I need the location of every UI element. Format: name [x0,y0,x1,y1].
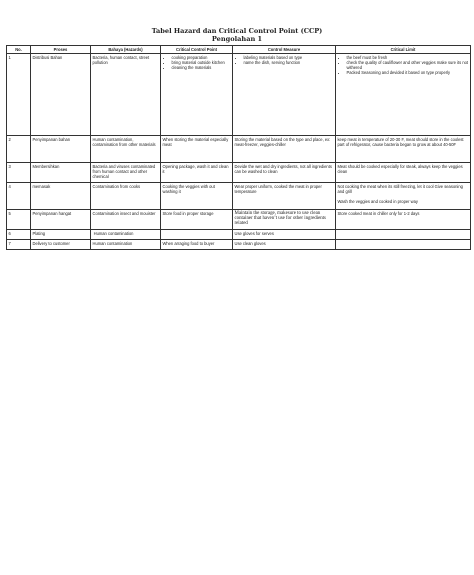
limit-cell [336,239,471,249]
list-item: • name the dish, serving function [244,60,334,65]
table-row [7,135,471,162]
row-number: 7 [7,239,31,249]
process-cell: Membersihkan [31,162,91,182]
row-number: 4 [7,182,31,209]
document-subtitle: Pengolahan 1 [211,35,263,43]
limit-cell: Meat should be cooked especially for steak, always keep the veggies clean [336,162,471,182]
ccp-cell: Opening package, wash it and clean it [161,162,233,182]
column-header: Proses [31,46,91,54]
table-header-row [7,46,471,54]
ccp-cell [161,229,233,239]
measure-cell [233,53,336,135]
ccp-cell: Cooking the veggies with out washing it [161,182,233,209]
ccp-cell: Store food in proper storage [161,209,233,229]
ccp-cell [161,53,233,135]
list-item: • labeling materials based on type [244,55,334,60]
hazard-cell: Human contamination [91,239,161,249]
hazard-cell: Contamination from cooks [91,182,161,209]
hazard-cell: Human contamination [91,229,161,239]
process-cell: memasak [31,182,91,209]
list-item: • Packed Seasoning and devided it based on type properly [347,70,469,75]
hazard-cell: Contamination insect and mouister [91,209,161,229]
hazard-cell: Bacteria and viruses contaminated from human contact and other chemical [91,162,161,182]
hazard-cell: Bacteria, human contact, street pollution [91,53,161,135]
ccp-cell: When storing the material especially meat [161,135,233,162]
measure-cell: Devide the wet and dry ingredients, not all ingredients can be washed to clean [233,162,336,182]
measure-cell: Maintain the storage, makesure to use clean container that haven’t use for other ingredients related [233,209,336,229]
measure-cell: Use gloves for serves [233,229,336,239]
document-title: Tabel Hazard dan Critical Control Point (CCP) [151,27,323,35]
process-cell: Distribusi Bahan [31,53,91,135]
table-row [7,53,471,135]
table-row [7,162,471,182]
column-header: Critical Limit [336,46,471,54]
column-header: Control Measure [233,46,336,54]
process-cell: Penyimpanan bahan [31,135,91,162]
column-header: No. [7,46,31,54]
table-row [7,182,471,209]
process-cell: Delivery to customer [31,239,91,249]
measure-cell: Wear proper uniform, cooked the meat in proper temperature [233,182,336,209]
table-row [7,209,471,229]
list-item: • the beef must be fresh [347,55,469,60]
list-item: • cleaning the materials [172,65,231,70]
table-row [7,239,471,249]
row-number: 2 [7,135,31,162]
limit-cell [336,229,471,239]
process-cell: Penyimpanan hangat [31,209,91,229]
row-number: 6 [7,229,31,239]
list-item: • check the quality of cauliflower and other veggies make sure its not withered [347,60,469,70]
limit-cell: keep meat in temperature of 20-30 F, meat should store in the coolest part of refrigerator, cause bacteria began to grow at about 40-50F [336,135,471,162]
ccp-cell: When arraging food to buyer [161,239,233,249]
row-number: 3 [7,162,31,182]
row-number: 5 [7,209,31,229]
measure-cell: Storing the material based on the type and place, ex: meat-freezer, veggies-chiller [233,135,336,162]
table-row [7,229,471,239]
hazard-cell: Human contamination, contamination from other materials [91,135,161,162]
limit-cell: Store cooked meat in chiller only for 1-2 days [336,209,471,229]
limit-cell [336,53,471,135]
list-item: • cooking preparation [172,55,231,60]
hazard-table [6,45,471,250]
process-cell: Plating [31,229,91,239]
list-item: • bring material outside kitchen [172,60,231,65]
row-number: 1 [7,53,31,135]
column-header: Critical Control Point [161,46,233,54]
limit-cell: Not cooking the meat when its still freezing, let it cool Give seasoning and grill Wash the veggies and cooked in proper way [336,182,471,209]
measure-cell: Use clean gloves [233,239,336,249]
column-header: Bahaya (Hazards) [91,46,161,54]
